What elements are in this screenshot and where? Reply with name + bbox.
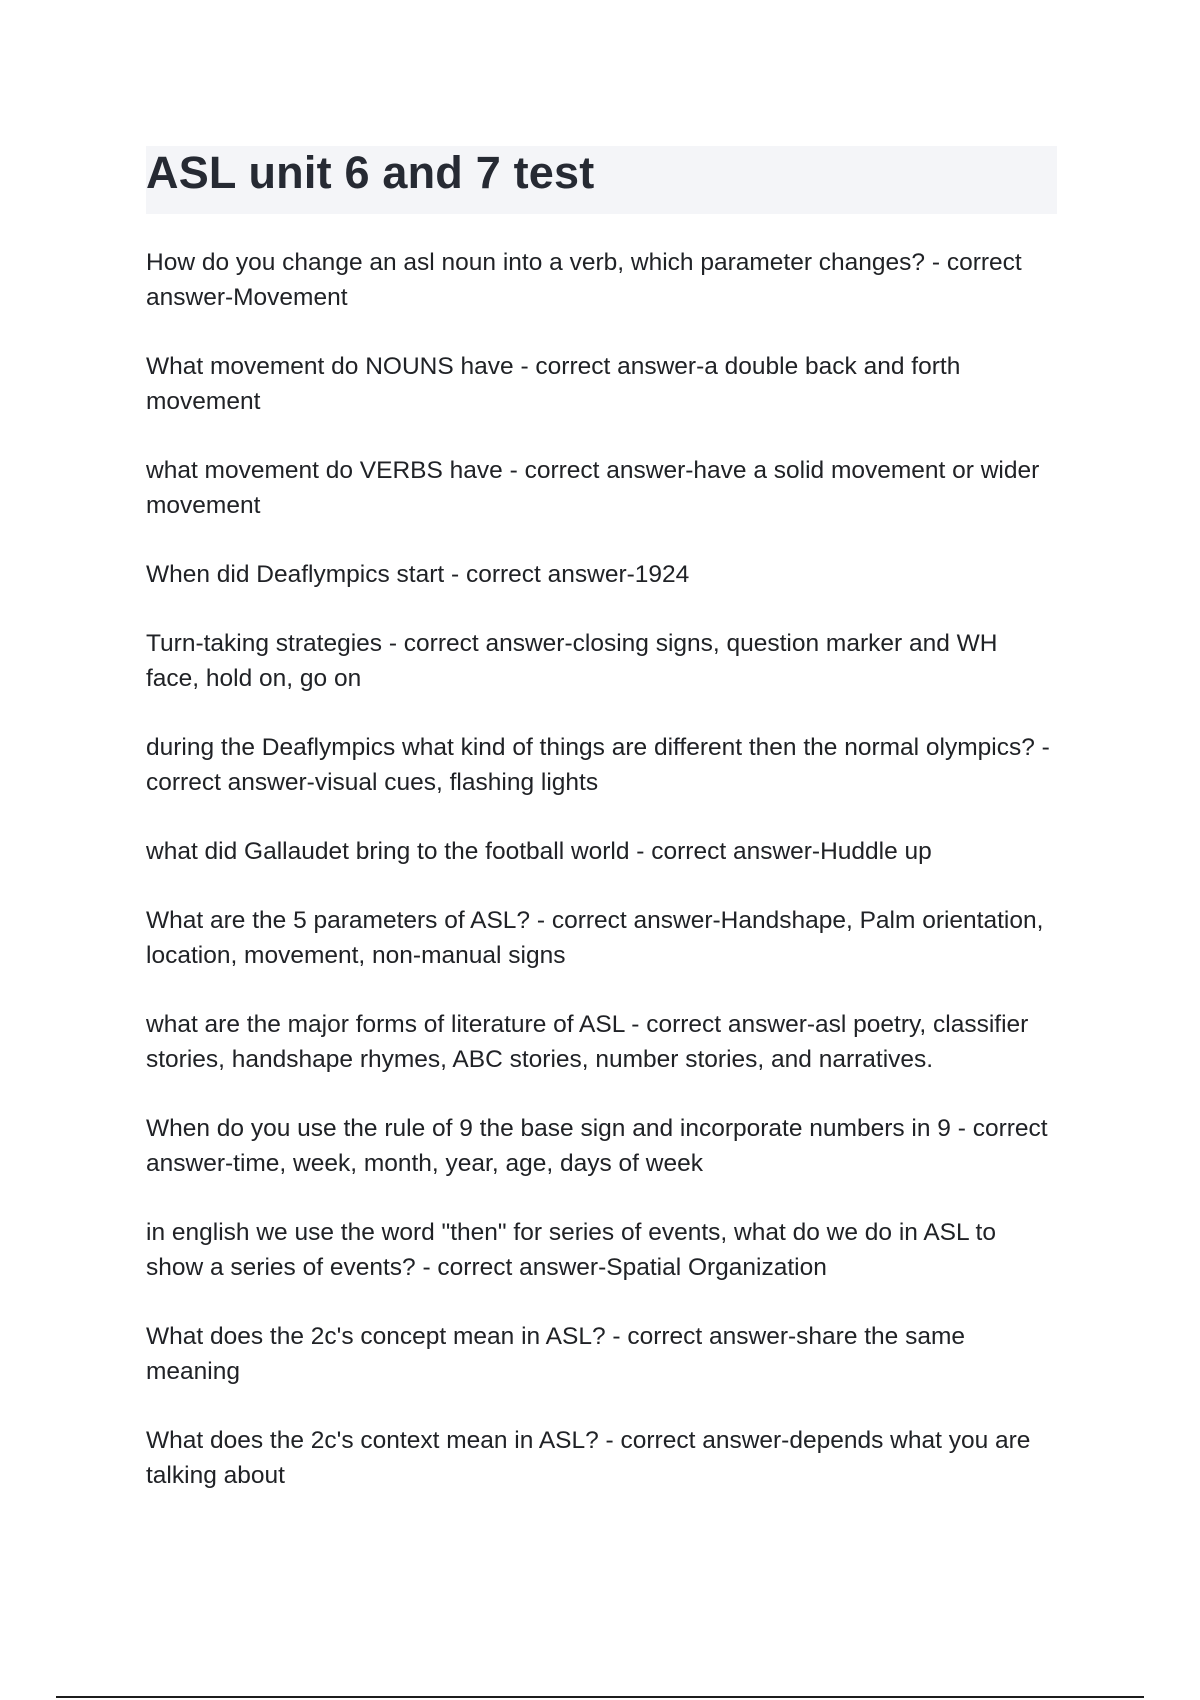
qa-item-13: What does the 2c's context mean in ASL? - correct answer-depends what you are talking about — [146, 1427, 1031, 1489]
qa-item-6: during the Deaflympics what kind of things are different then the normal olympics? - correct answer-visual cues, flashing lights — [146, 734, 1050, 796]
document-title: ASL unit 6 and 7 test — [146, 147, 595, 198]
qa-item-7: what did Gallaudet bring to the football world - correct answer-Huddle up — [146, 838, 932, 865]
qa-item-12: What does the 2c's concept mean in ASL? - correct answer-share the same meaning — [146, 1323, 966, 1385]
question-answer-list — [146, 245, 1056, 1527]
qa-item-8: What are the 5 parameters of ASL? - correct answer-Handshape, Palm orientation, location, movement, non-manual signs — [146, 907, 1044, 969]
qa-item-1: How do you change an asl noun into a verb, which parameter changes? - correct answer-Movement — [146, 249, 1022, 311]
qa-item-4: When did Deaflympics start - correct answer-1924 — [146, 561, 690, 588]
qa-item-5: Turn-taking strategies - correct answer-closing signs, question marker and WH face, hold on, go on — [146, 630, 998, 692]
footer-divider — [56, 1696, 1144, 1698]
qa-item-10: When do you use the rule of 9 the base sign and incorporate numbers in 9 - correct answer-time, week, month, year, age, days of week — [146, 1115, 1048, 1177]
qa-item-11: in english we use the word "then" for series of events, what do we do in ASL to show a series of events? - correct answer-Spatial Organization — [146, 1219, 996, 1281]
qa-item-9: what are the major forms of literature of ASL - correct answer-asl poetry, classifier stories, handshape rhymes, ABC stories, number stories, and narratives. — [146, 1011, 1029, 1073]
qa-item-2: What movement do NOUNS have - correct answer-a double back and forth movement — [146, 353, 961, 415]
qa-item-3: what movement do VERBS have - correct answer-have a solid movement or wider movement — [146, 457, 1040, 519]
